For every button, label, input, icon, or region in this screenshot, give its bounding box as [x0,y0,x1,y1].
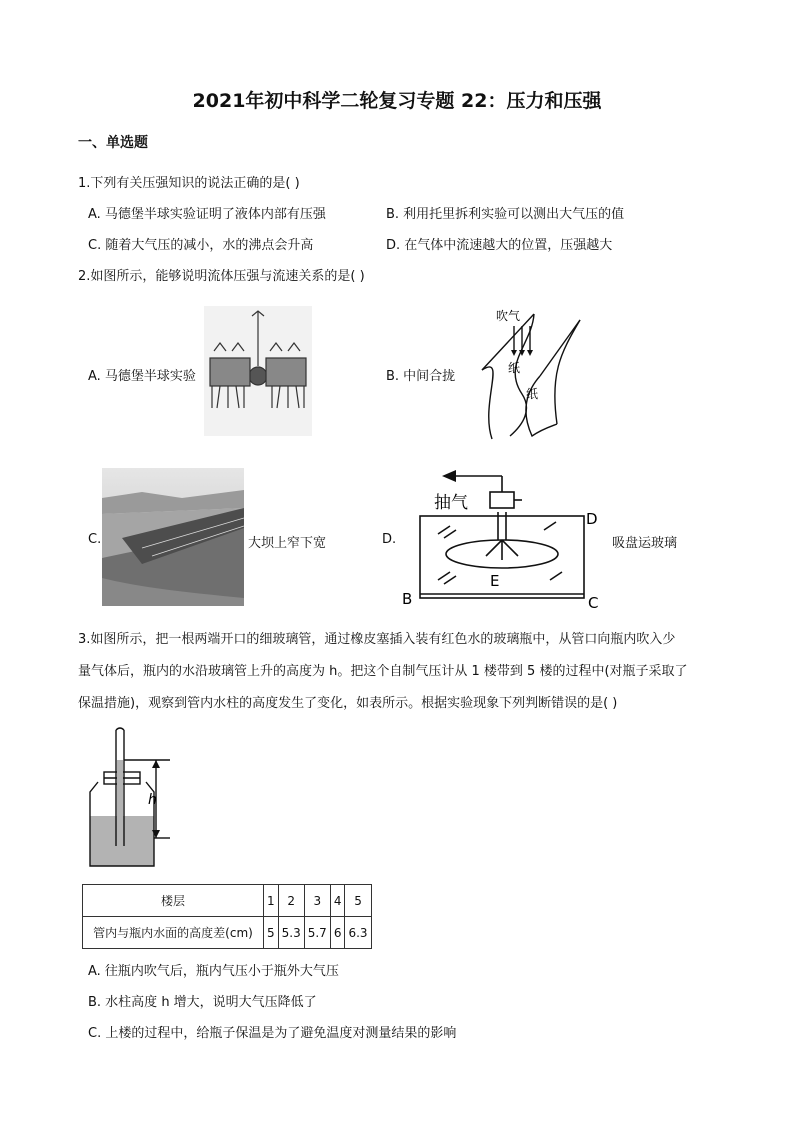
table-cell-height: 5 [264,917,279,949]
table-cell-height: 5.7 [304,917,330,949]
q3-stem-line-2: 量气体后，瓶内的水沿玻璃管上升的高度为 h。把这个自制气压计从 1 楼带到 5 楼的过程中(对瓶子采取了 [78,664,688,679]
q1-option-b[interactable]: B. 利用托里拆利实验可以测出大气压的值 [386,207,625,222]
q2-option-a[interactable]: A. 马德堡半球实验 [88,369,196,384]
q1-option-a[interactable]: A. 马德堡半球实验证明了液体内部有压强 [88,207,326,222]
table-cell-floor: 2 [278,885,304,917]
table-header-height: 管内与瓶内水面的高度差(cm) [83,917,264,949]
table-cell-floor: 5 [345,885,371,917]
q2-option-d-text: 吸盘运玻璃 [612,536,678,551]
table-row [83,885,372,917]
table-cell-height: 6.3 [345,917,371,949]
q3-option-c[interactable]: C. 上楼的过程中，给瓶子保温是为了避免温度对测量结果的影响 [88,1026,457,1041]
q3-stem-line-1: 3.如图所示，把一根两端开口的细玻璃管，通过橡皮塞插入装有红色水的玻璃瓶中，从管口向瓶内吹入少 [78,632,676,647]
pump-label: 抽气 [434,493,468,513]
q2-stem: 2.如图所示，能够说明流体压强与流速关系的是( ) [78,269,365,284]
table-cell-height: 5.3 [278,917,304,949]
table-cell-floor: 4 [330,885,345,917]
table-row [83,917,372,949]
dam-photo [102,468,244,606]
corner-label-d: D [586,510,598,528]
q3-option-b[interactable]: B. 水柱高度 h 增大，说明大气压降低了 [88,995,317,1010]
table-header-floor: 楼层 [83,885,264,917]
suction-cup-glass-diagram [398,468,604,612]
table-cell-floor: 1 [264,885,279,917]
corner-label-c: C [588,594,599,612]
q2-option-d-letter[interactable]: D. [382,532,397,547]
q2-option-c-text: 大坝上窄下宽 [248,536,327,551]
q1-stem: 1.下列有关压强知识的说法正确的是( ) [78,176,300,191]
q3-option-a[interactable]: A. 往瓶内吹气后，瓶内气压小于瓶外大气压 [88,964,339,979]
glass-label-e: E [490,572,500,590]
table-cell-height: 6 [330,917,345,949]
corner-label-b: B [402,590,413,608]
homemade-barometer-diagram [84,726,194,872]
floor-height-table [82,884,372,949]
section-heading: 一、单选题 [78,135,148,151]
blow-label: 吹气 [496,309,521,323]
q2-option-c-letter[interactable]: C. [88,532,102,547]
table-cell-floor: 3 [304,885,330,917]
height-label-h: h [148,792,157,808]
q1-option-d[interactable]: D. 在气体中流速越大的位置，压强越大 [386,238,613,253]
page-title: 2021年初中科学二轮复习专题 22：压力和压强 [192,90,602,112]
magdeburg-hemispheres-image [204,306,312,436]
paper-label-left: 纸 [508,361,521,375]
q2-option-b[interactable]: B. 中间合拢 [386,369,456,384]
q1-option-c[interactable]: C. 随着大气压的减小，水的沸点会升高 [88,238,314,253]
q3-stem-line-3: 保温措施)，观察到管内水柱的高度发生了变化，如表所示。根据实验现象下列判断错误的是( ) [78,696,618,711]
paper-blowing-diagram [462,304,588,444]
paper-label-right: 纸 [526,387,539,401]
